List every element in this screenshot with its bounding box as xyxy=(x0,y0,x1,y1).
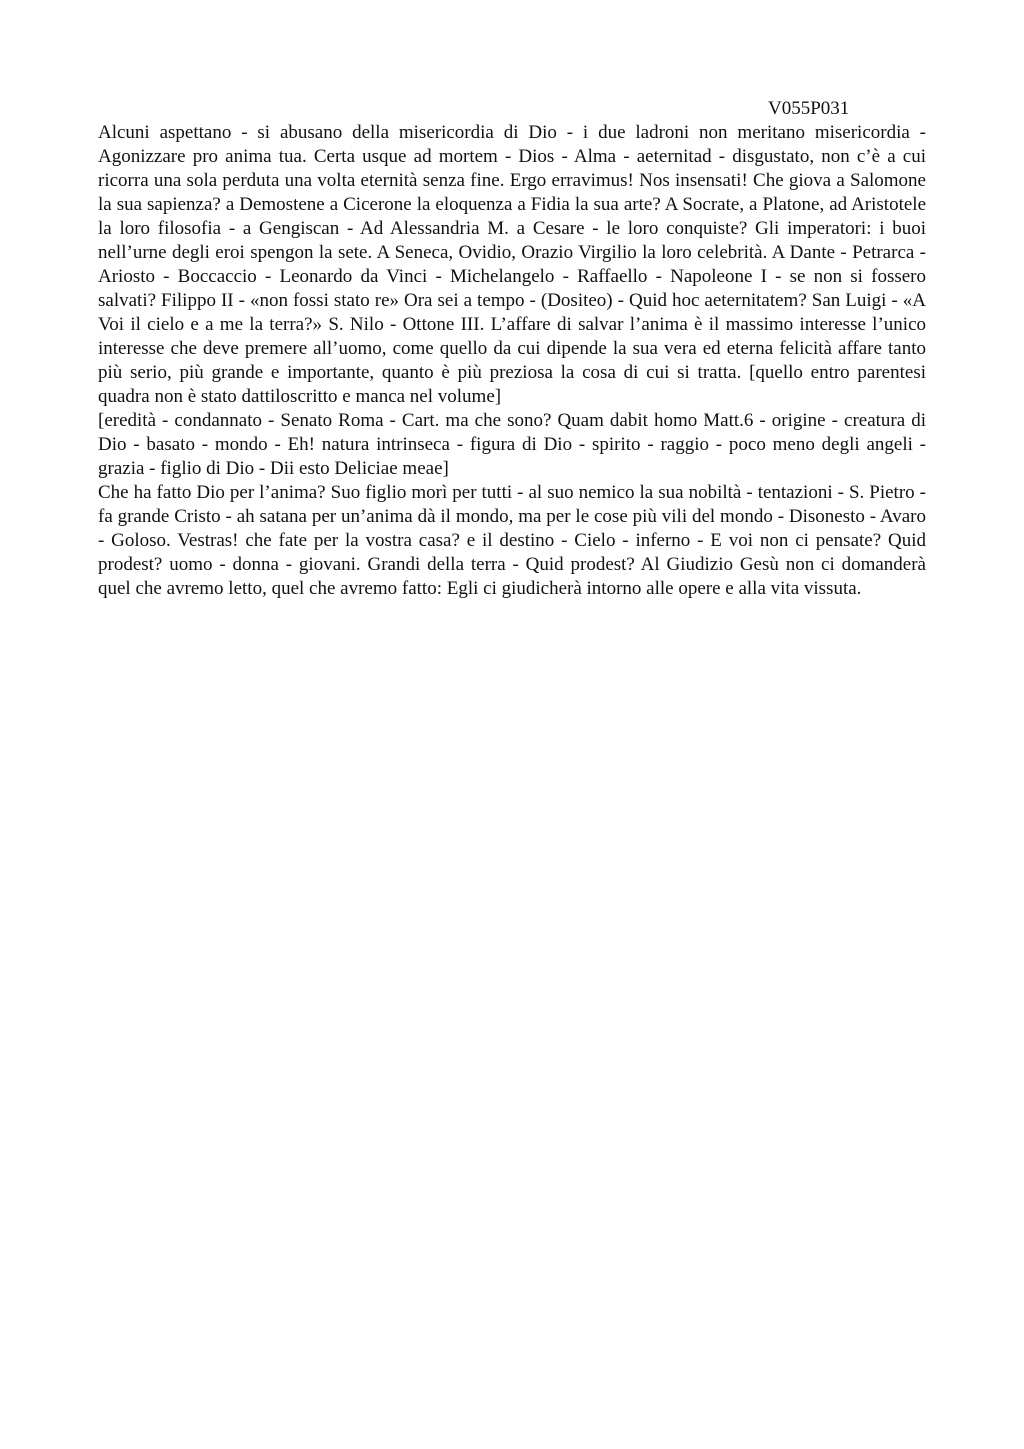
paragraph-1: Alcuni aspettano - si abusano della misericordia di Dio - i due ladroni non meritano misericordia - Agonizzare pro anima tua. Certa usque ad mortem - Dios - Alma - aeternitad - disgustato, non c’è a cui ricorra una sola perduta una volta eternità senza fine. Ergo erravimus! Nos insensati! Che giova a Salomone la sua sapienza? a Demostene a Cicerone la eloquenza a Fidia la sua arte? A Socrate, a Platone, ad Aristotele la loro filosofia - a Gengiscan - Ad Alessandria M. a Cesare - le loro conquiste? Gli imperatori: i buoi nell’urne degli eroi spengon la sete. A Seneca, Ovidio, Orazio Virgilio la loro celebrità. A Dante - Petrarca - Ariosto - Boccaccio - Leonardo da Vinci - Michelangelo - Raffaello - Napoleone I - se non si fossero salvati? Filippo II - «non fossi stato re» Ora sei a tempo - (Dositeo) - Quid hoc aeternitatem? San Luigi - «A Voi il cielo e a me la terra?» S. Nilo - Ottone III. L’affare di salvar l’anima è il massimo interesse l’unico interesse che deve premere all’uomo, come quello da cui dipende la sua vera ed eterna felicità affare tanto più serio, più grande e importante, quanto è più preziosa la cosa di cui si tratta. [quello entro parentesi quadra non è stato dattiloscritto e manca nel volume] xyxy=(98,122,926,407)
paragraph-2: [eredità - condannato - Senato Roma - Cart. ma che sono? Quam dabit homo Matt.6 - origine - creatura di Dio - basato - mondo - Eh! natura intrinseca - figura di Dio - spirito - raggio - poco meno degli angeli - grazia - figlio di Dio - Dii esto Deliciae meae] xyxy=(98,410,926,479)
page-identifier: V055P031 xyxy=(768,98,850,119)
paragraph-3: Che ha fatto Dio per l’anima? Suo figlio morì per tutti - al suo nemico la sua nobiltà - tentazioni - S. Pietro - fa grande Cristo - ah satana per un’anima dà il mondo, ma per le cose più vili del mondo - Disonesto - Avaro - Goloso. Vestras! che fate per la vostra casa? e il destino - Cielo - inferno - E voi non ci pensate? Quid prodest? uomo - donna - giovani. Grandi della terra - Quid prodest? Al Giudizio Gesù non ci domanderà quel che avremo letto, quel che avremo fatto: Egli ci giudicherà intorno alle opere e alla vita vissuta. xyxy=(98,482,926,599)
document-body xyxy=(98,121,926,601)
